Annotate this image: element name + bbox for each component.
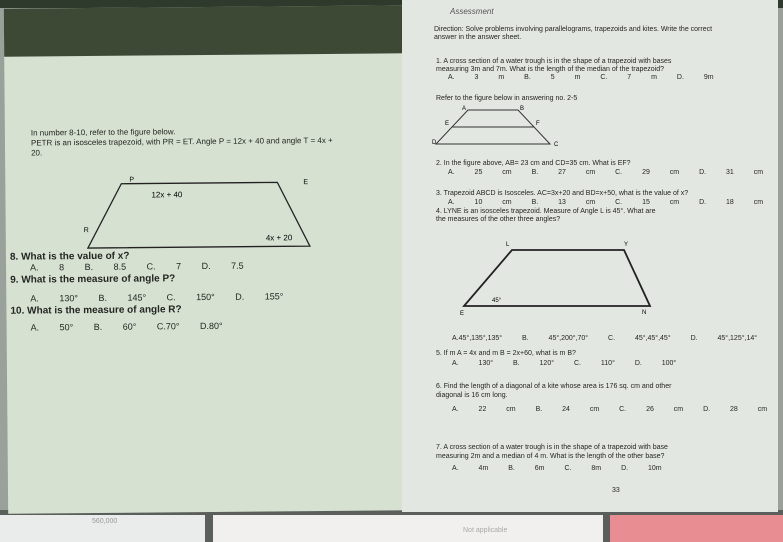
vertex-e: E (303, 179, 309, 187)
question-3-options: A. 10 cm B. 13 cm C. 15 cm D. 18 cm (448, 199, 764, 206)
vertex-l: L (506, 242, 510, 248)
question-5: 5. If m A = 4x and m B = 2x+60, what is m B? (436, 350, 576, 357)
bottom-right-thumbnail (610, 515, 783, 542)
vertex-c: C (554, 142, 559, 148)
question-6-line-1: 6. Find the length of a diagonal of a kite whose area is 176 sq. cm and other (436, 383, 672, 390)
question-3: 3. Trapezoid ABCD is Isosceles. AC=3x+20 and BD=x+50, what is the value of x? (436, 190, 689, 197)
question-9-options: A. 130° B. 145° C. 150° D. 155° (30, 291, 284, 304)
left-intro-line-3: 20. (31, 148, 43, 158)
bottom-middle-thumbnail (213, 515, 603, 542)
question-5-options: A. 130° B. 120° C. 110° D. 100° (452, 360, 677, 367)
left-intro-line-2: PETR is an isosceles trapezoid, with PR = ET. Angle P = 12x + 40 and angle T = 4x + (30, 135, 333, 148)
bottom-middle-text: Not applicable (463, 527, 508, 534)
vertex-r: R (83, 227, 89, 235)
question-1-line-2: measuring 3m and 7m. What is the length of the median of the trapezoid? (436, 66, 665, 73)
angle-p-label: 12x + 40 (151, 190, 183, 200)
vertex-e: E (445, 121, 450, 127)
vertex-d: D (432, 140, 437, 146)
bottom-left-thumbnail (0, 515, 205, 542)
vertex-e: E (460, 311, 465, 317)
question-6-line-2: diagonal is 16 cm long. (436, 392, 508, 399)
left-page-header-shadow (4, 5, 404, 56)
question-8-options: A. 8 B. 8.5 C. 7 D. 7.5 (30, 260, 244, 273)
vertex-n: N (642, 310, 647, 316)
trapezoid-petr-figure (79, 172, 330, 254)
directions-line-2: answer in the answer sheet. (434, 34, 522, 41)
directions-line-1: Direction: Solve problems involving parallelograms, trapezoids and kites. Write the correct (434, 26, 713, 33)
question-6-options: A. 22 cm B. 24 cm C. 26 cm D. 28 cm (452, 406, 768, 413)
left-page (4, 5, 408, 513)
question-4-line-1: 4. LYNE is an isosceles trapezoid. Measure of Angle L is 45°. What are (436, 208, 656, 215)
bottom-left-text: 560,000 (92, 518, 118, 525)
trapezoid-lyne-figure (452, 238, 652, 318)
question-7-line-2: measuring 2m and a median of 4 m. What is the length of the other base? (436, 453, 665, 460)
right-page (402, 0, 778, 512)
angle-45-label: 45° (492, 298, 502, 304)
page-number: 33 (612, 487, 620, 494)
question-10: 10. What is the measure of angle R? (10, 304, 182, 317)
question-2-options: A. 25 cm B. 27 cm C. 29 cm D. 31 cm (448, 169, 764, 176)
question-7-line-1: 7. A cross section of a water trough is in the shape of a trapezoid with base (436, 444, 668, 451)
question-1-options: A. 3 m B. 5 m C. 7 m D. 9m (448, 74, 714, 81)
refer-figure-note: Refer to the figure below in answering no. 2-5 (436, 95, 578, 102)
vertex-p: P (129, 176, 135, 184)
angle-t-label: 4x + 20 (265, 233, 293, 243)
trapezoid-abcd-figure (432, 104, 592, 150)
question-10-options: A. 50° B. 60° C.70° D.80° (30, 320, 223, 333)
assessment-header: Assessment (450, 7, 494, 16)
question-8: 8. What is the value of x? (9, 250, 130, 263)
vertex-f: F (536, 121, 540, 127)
question-2: 2. In the figure above, AB= 23 cm and CD=35 cm. What is EF? (436, 160, 631, 167)
question-4-line-2: the measures of the other three angles? (436, 216, 561, 223)
left-intro-line-1: In number 8-10, refer to the figure below. (30, 127, 176, 138)
vertex-a: A (462, 106, 467, 112)
vertex-y: Y (624, 242, 629, 248)
question-4-options: A.45°,135°,135° B. 45°,200°,70° C. 45°,45°,45° D. 45°,125°,14° (452, 335, 758, 342)
question-9: 9. What is the measure of angle P? (10, 273, 176, 286)
question-1-line-1: 1. A cross section of a water trough is in the shape of a trapezoid with bases (436, 58, 672, 65)
question-7-options: A. 4m B. 6m C. 8m D. 10m (452, 465, 662, 472)
vertex-b: B (520, 106, 525, 112)
